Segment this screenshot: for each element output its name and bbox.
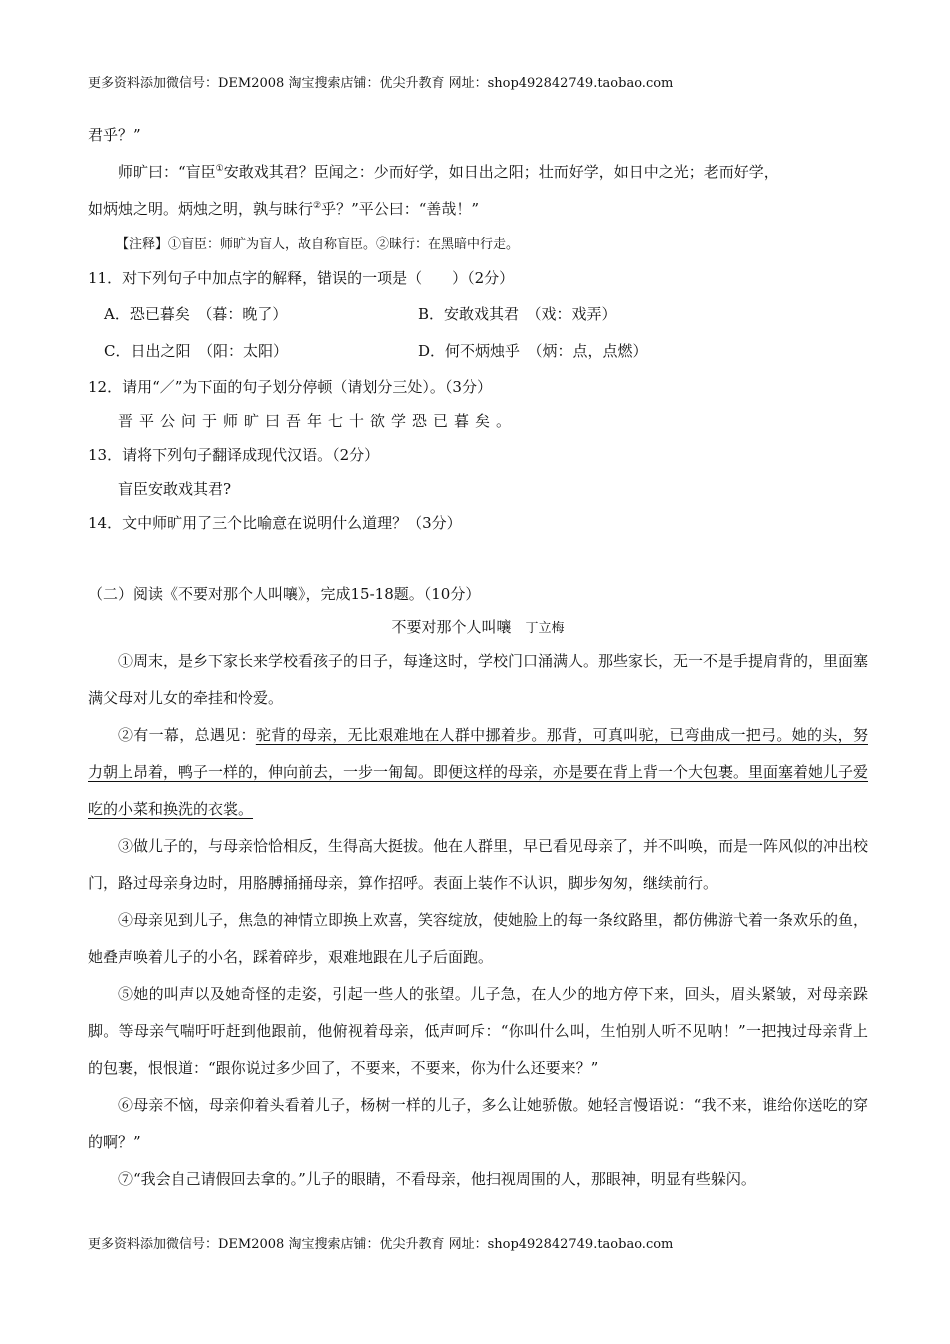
passage-line: 君乎？”: [88, 126, 141, 144]
footnote-marker: ①: [215, 164, 224, 174]
passage-line: 如炳烛之明。炳烛之明，孰与昧行②乎？”平公曰：“善哉！”: [88, 200, 480, 218]
paragraph-6: ⑥母亲不恼，母亲仰着头看着儿子，杨树一样的儿子，多么让她骄傲。她轻言慢语说：“我不来，谁给你送吃的穿的啊？”: [88, 1096, 868, 1151]
content: [88, 117, 868, 1198]
paragraph-7: ⑦“我会自己请假回去拿的。”儿子的眼睛，不看母亲，他扫视周围的人，那眼神，明显有些躲闪。: [118, 1170, 756, 1188]
paragraph-1: ①周末，是乡下家长来学校看孩子的日子，每逢这时，学校门口涌满人。那些家长，无一不是手提肩背的，里面塞满父母对儿女的牵挂和怜爱。: [88, 652, 869, 707]
underlined-passage: 驼背的母亲，无比艰难地在人群中挪着步。那背，可真叫驼，已弯曲成一把弓。她的头，努力朝上昂着，鸭子一样的，伸向前去，一步一匍匐。即便这样的母亲，亦是要在背上背一个大包裹。里面塞着她儿子爱吃的小菜和换洗的衣裳。: [88, 726, 869, 818]
question-12-stem: 12．请用“／”为下面的句子划分停顿（请划分三处）。（3分）: [88, 378, 492, 396]
question-12-text: 晋平公问于师旷曰吾年七十欲学恐已暮矣。: [118, 412, 518, 430]
annotation-note: 【注释】①盲臣：师旷为盲人，故自称盲臣。②昧行：在黑暗中行走。: [116, 237, 520, 252]
paragraph-4: ④母亲见到儿子，焦急的神情立即换上欢喜，笑容绽放，使她脸上的每一条纹路里，都仿佛游弋着一条欢乐的鱼，她叠声唤着儿子的小名，踩着碎步，艰难地跟在儿子后面跑。: [88, 911, 869, 966]
question-14-stem: 14．文中师旷用了三个比喻意在说明什么道理？（3分）: [88, 514, 462, 532]
question-13-text: 盲臣安敢戏其君?: [118, 480, 232, 498]
article-title: 不要对那个人叫嚷: [391, 618, 512, 636]
page-header: 更多资料添加微信号：DEM2008 淘宝搜索店铺：优尖升教育 网址：shop492842749.taobao.com: [88, 76, 674, 91]
article-author: 丁立梅: [525, 621, 565, 636]
paragraph-3: ③做儿子的，与母亲恰恰相反，生得高大挺拔。他在人群里，早已看见母亲了，并不叫唤，而是一阵风似的冲出校门，路过母亲身边时，用胳膊捅捅母亲，算作招呼。表面上装作不认识，脚步匆匆，继续前行。: [88, 837, 869, 892]
page-footer: 更多资料添加微信号：DEM2008 淘宝搜索店铺：优尖升教育 网址：shop492842749.taobao.com: [88, 1237, 674, 1252]
question-13-stem: 13．请将下列句子翻译成现代汉语。（2分）: [88, 446, 380, 464]
option-d: D．何不炳烛乎 （炳：点，点燃）: [418, 342, 648, 360]
footnote-marker: ②: [313, 201, 322, 211]
spacer: [88, 541, 868, 577]
question-11-stem: 11．对下列句子中加点字的解释，错误的一项是（ ）（2分）: [88, 269, 515, 287]
question-11-options-row: [88, 333, 868, 370]
question-11-options-row: [88, 296, 868, 333]
option-c: C．日出之阳 （阳：太阳）: [104, 342, 288, 360]
paragraph-2: ②有一幕，总遇见：驼背的母亲，无比艰难地在人群中挪着步。那背，可真叫驼，已弯曲成一把弓。她的头，努力朝上昂着，鸭子一样的，伸向前去，一步一匍匐。即便这样的母亲，亦是要在背上背一个大包裹。里面塞着她儿子爱吃的小菜和换洗的衣裳。: [88, 726, 869, 818]
option-b: B．安敢戏其君 （戏：戏弄）: [418, 305, 617, 323]
article-title-row: [88, 611, 868, 643]
option-a: A．恐已暮矣 （暮：晚了）: [104, 305, 288, 323]
paragraph-5: ⑤她的叫声以及她奇怪的走姿，引起一些人的张望。儿子急，在人少的地方停下来，回头，眉头紧皱，对母亲跺脚。等母亲气喘吁吁赶到他跟前，他俯视着母亲，低声呵斥：“你叫什么叫，生怕别人听不见呐！”一把拽过母亲背上的包裹，恨恨道：“跟你说过多少回了，不要来，不要来，你为什么还要来？”: [88, 985, 868, 1077]
passage-line: 师旷曰：“盲臣①安敢戏其君？臣闻之：少而好学，如日出之阳；壮而好学，如日中之光；老而好学，: [118, 163, 779, 181]
section-heading: （二）阅读《不要对那个人叫嚷》，完成15-18题。（10分）: [88, 585, 481, 603]
